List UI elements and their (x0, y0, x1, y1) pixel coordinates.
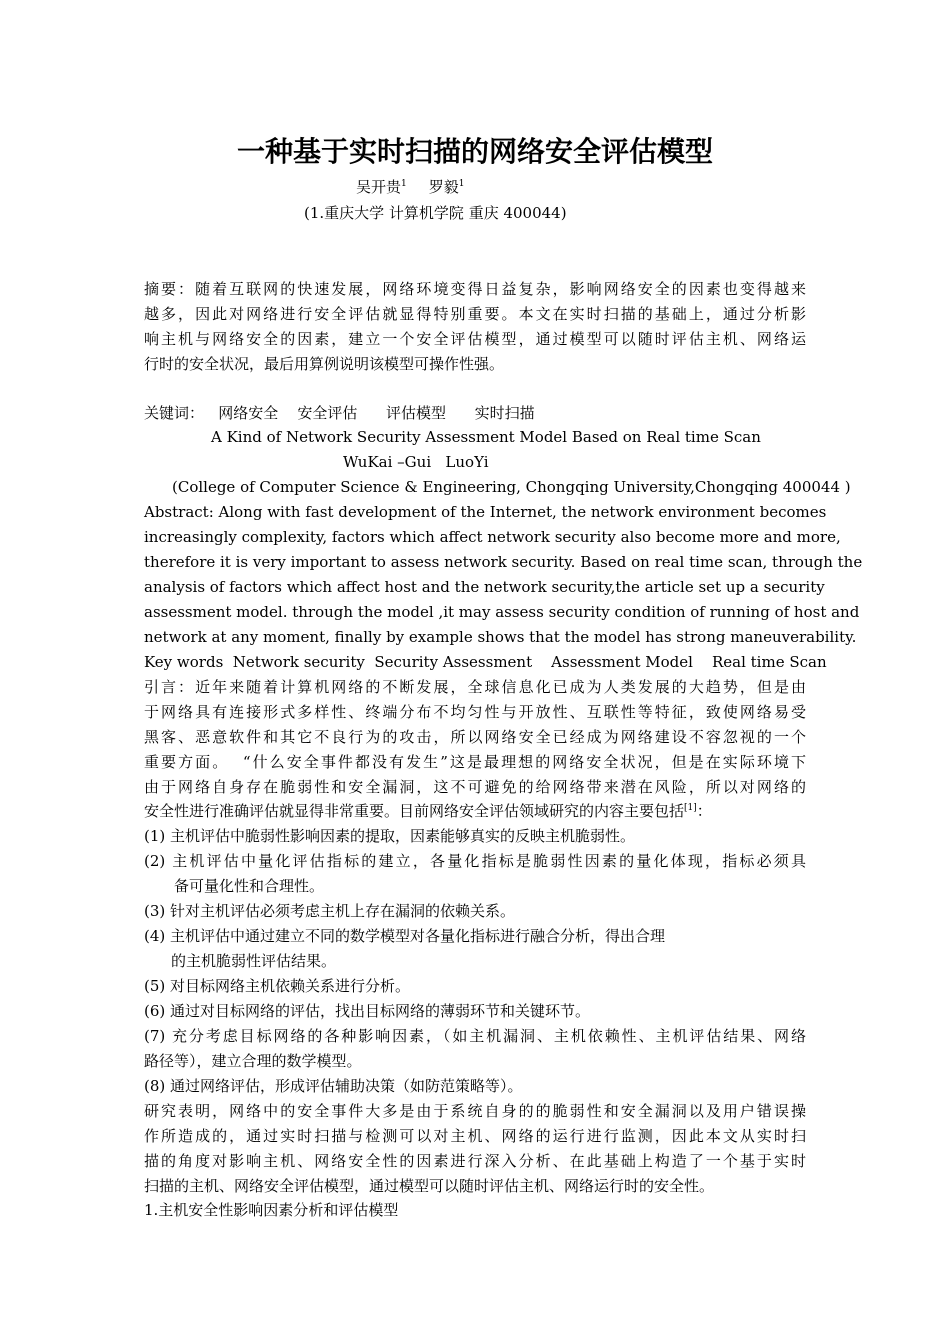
section-heading: 1.主机安全性影响因素分析和评估模型 (144, 1201, 399, 1219)
research-line: 描的角度对影响主机、网络安全性的因素进行深入分析、在此基础上构造了一个基于实时 (144, 1152, 806, 1170)
title-en: A Kind of Network Security Assessment Model Based on Real time Scan (211, 428, 761, 446)
abstract-cn-line: 越多，因此对网络进行安全评估就显得特别重要。本文在实时扫描的基础上，通过分析影 (144, 305, 806, 323)
intro-text: ： (696, 802, 712, 820)
abstract-en-line: assessment model. through the model ,it may assess security condition of running of host and (144, 603, 860, 621)
affiliation: (1.重庆大学 计算机学院 重庆 400044) (304, 204, 567, 222)
citation-ref: [1] (684, 803, 697, 813)
list-item-continuation: 备可量化性和合理性。 (174, 877, 325, 895)
list-item-continuation: 的主机脆弱性评估结果。 (171, 952, 337, 970)
intro-line: 重要方面。 “什么安全事件都没有发生”这是最理想的网络安全状况，但是在实际环境下 (144, 753, 806, 771)
intro-text: 安全性进行准确评估就显得非常重要。目前网络安全评估领域研究的内容主要包括 (144, 802, 685, 820)
affiliation-en: (College of Computer Science & Engineering, Chongqing University,Chongqing 400044 ) (172, 478, 851, 496)
abstract-cn-line: 响主机与网络安全的因素，建立一个安全评估模型，通过模型可以随时评估主机、网络运 (144, 330, 806, 348)
intro-line: 黑客、恶意软件和其它不良行为的攻击，所以网络安全已经成为网络建设不容忽视的一个 (144, 728, 806, 746)
author-name: 罗毅 (428, 178, 459, 196)
abstract-en-line: increasingly complexity, factors which affect network security also become more and more, (144, 528, 841, 546)
abstract-en-line: Abstract: Along with fast development of the Internet, the network environment becomes (144, 503, 827, 521)
abstract-cn-line: 行时的安全状况，最后用算例说明该模型可操作性强。 (144, 355, 505, 373)
list-item-continuation: 路径等），建立合理的数学模型。 (144, 1052, 362, 1070)
abstract-en-line: analysis of factors which affect host and the network security,the article set up a security (144, 578, 825, 596)
keywords-en: Key words Network security Security Assessment Assessment Model Real time Scan (144, 653, 827, 671)
intro-line (144, 801, 806, 821)
authors-en: WuKai –Gui LuoYi (343, 453, 489, 471)
list-item: (6) 通过对目标网络的评估，找出目标网络的薄弱环节和关键环节。 (144, 1002, 591, 1020)
list-item: (2) 主机评估中量化评估指标的建立，各量化指标是脆弱性因素的量化体现，指标必须具 (144, 852, 806, 870)
list-item: (3) 针对主机评估必须考虑主机上存在漏洞的依赖关系。 (144, 902, 516, 920)
intro-line: 由于网络自身存在脆弱性和安全漏洞，这不可避免的给网络带来潜在风险，所以对网络的 (144, 778, 806, 796)
author-affiliation-mark: 1 (401, 179, 407, 189)
keywords-cn: 关键词： 网络安全 安全评估 评估模型 实时扫描 (144, 404, 535, 422)
research-line: 作所造成的，通过实时扫描与检测可以对主机、网络的运行进行监测，因此本文从实时扫 (144, 1127, 806, 1145)
intro-line: 引言：近年来随着计算机网络的不断发展，全球信息化已成为人类发展的大趋势，但是由 (144, 678, 806, 696)
list-item: (1) 主机评估中脆弱性影响因素的提取，因素能够真实的反映主机脆弱性。 (144, 827, 636, 845)
list-item: (5) 对目标网络主机依赖关系进行分析。 (144, 977, 411, 995)
list-item: (8) 通过网络评估，形成评估辅助决策（如防范策略等）。 (144, 1077, 523, 1095)
intro-line: 于网络具有连接形式多样性、终端分布不均匀性与开放性、互联性等特征，致使网络易受 (144, 703, 806, 721)
list-item: (7) 充分考虑目标网络的各种影响因素，（如主机漏洞、主机依赖性、主机评估结果、网络 (144, 1027, 806, 1045)
abstract-en-line: network at any moment, finally by example shows that the model has strong maneuverability. (144, 628, 857, 646)
abstract-en-line: therefore it is very important to assess network security. Based on real time scan, through the (144, 553, 863, 571)
research-line: 扫描的主机、网络安全评估模型，通过模型可以随时评估主机、网络运行时的安全性。 (144, 1177, 715, 1195)
author-name: 吴开贵 (356, 178, 402, 196)
list-item: (4) 主机评估中通过建立不同的数学模型对各量化指标进行融合分析，得出合理 (144, 927, 666, 945)
paper-title: 一种基于实时扫描的网络安全评估模型 (236, 135, 713, 168)
abstract-cn-line: 摘要：随着互联网的快速发展，网络环境变得日益复杂，影响网络安全的因素也变得越来 (144, 280, 806, 298)
author-affiliation-mark: 1 (458, 179, 465, 189)
research-line: 研究表明，网络中的安全事件大多是由于系统自身的的脆弱性和安全漏洞以及用户错误操 (144, 1102, 806, 1120)
author-line (356, 177, 596, 197)
